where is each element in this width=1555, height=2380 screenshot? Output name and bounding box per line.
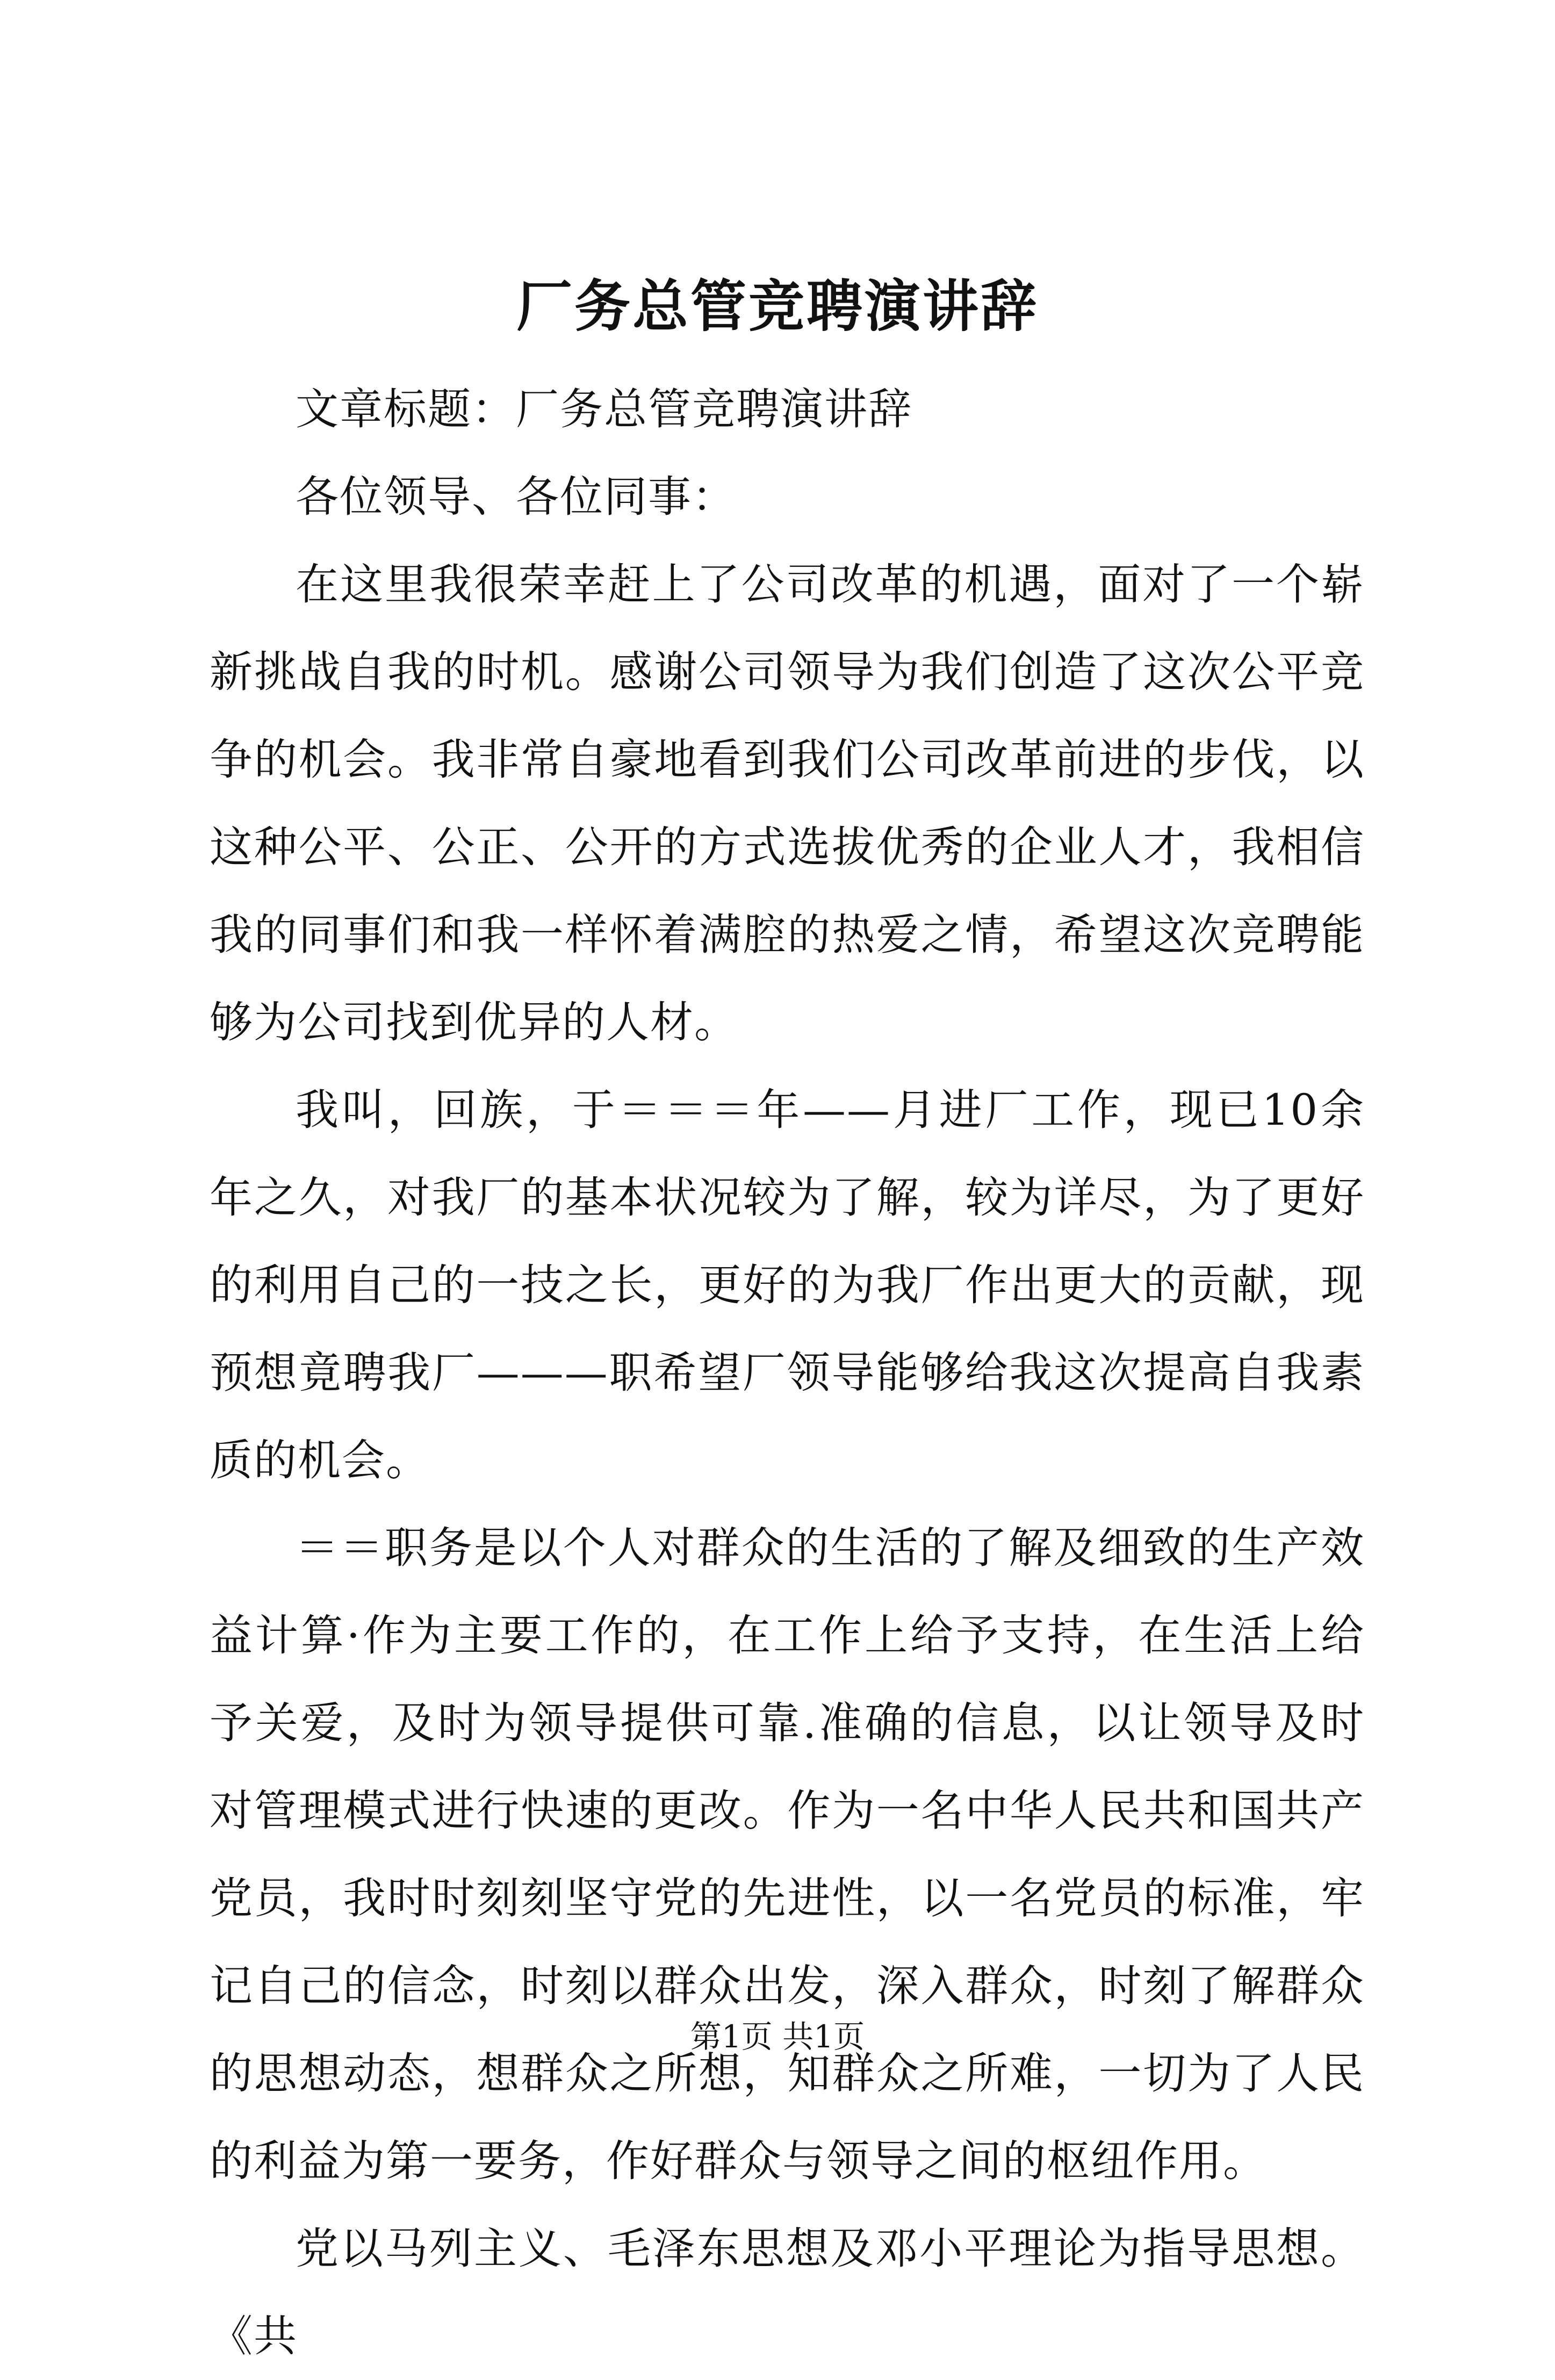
paragraph-self-introduction: 我叫，回族，于＝＝＝年——月进厂工作，现已10余年之久，对我厂的基本状况较为了解，较为详尽，为了更好的利用自己的一技之长，更好的为我厂作出更大的贡献，现预想竟聘我厂———职希望厂领导能够给我这次提高自我素质的机会。 — [210, 1085, 1365, 1485]
paragraph-article-title: 文章标题：厂务总管竞聘演讲辞 — [296, 384, 912, 434]
paragraph-duties: ＝＝职务是以个人对群众的生活的了解及细致的生产效益计算·作为主要工作的，在工作上给予支持，在生活上给予关爱，及时为领导提供可靠.准确的信息，以让领导及时对管理模式进行快速的更改。作为一名中华人民共和国共产党员，我时时刻刻坚守党的先进性，以一名党员的标准，牢记自己的信念，时刻以群众出发，深入群众，时刻了解群众的思想动态，想群众之所想，知群众之所难，一切为了人民的利益为第一要务，作好群众与领导之间的枢纽作用。 — [210, 1523, 1365, 2186]
paragraph-intro: 在这里我很荣幸赶上了公司改革的机遇，面对了一个崭新挑战自我的时机。感谢公司领导为我们创造了这次公平竞争的机会。我非常自豪地看到我们公司改革前进的步伐，以这种公平、公正、公开的方式选拔优秀的企业人才，我相信我的同事们和我一样怀着满腔的热爱之情，希望这次竞聘能够为公司找到优异的人材。 — [210, 559, 1365, 1047]
paragraph-party: 党以马列主义、毛泽东思想及邓小平理论为指导思想。《共 — [210, 2224, 1365, 2361]
page-footer: 第1页 共1页 — [690, 2018, 865, 2055]
document-body — [210, 365, 1365, 2380]
document-title: 厂务总管竞聘演讲辞 — [516, 273, 1039, 339]
paragraph-salutation: 各位领导、各位同事： — [296, 472, 736, 522]
